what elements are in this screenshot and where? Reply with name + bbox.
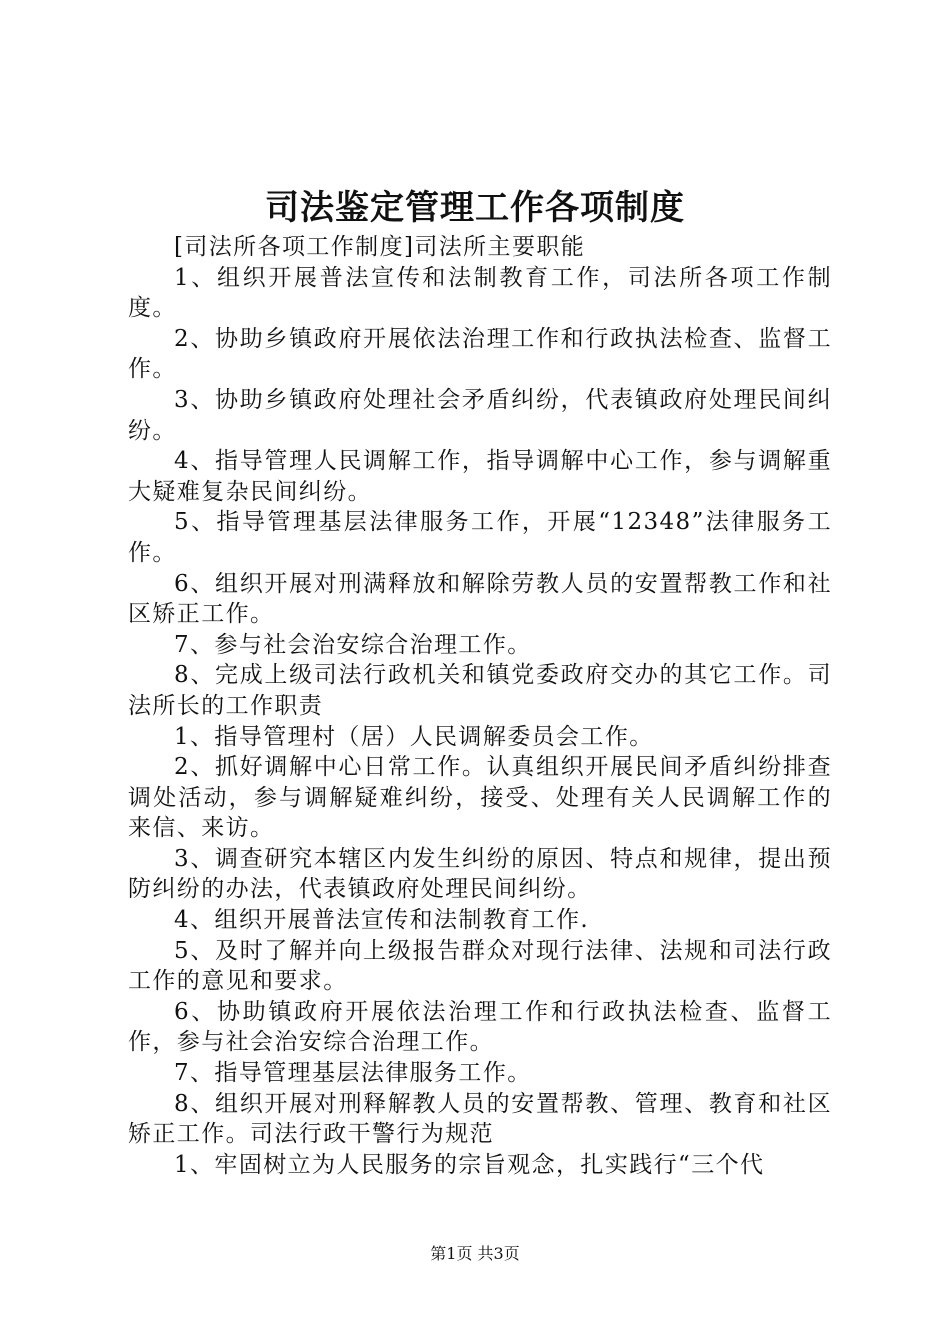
paragraph: 4、组织开展普法宣传和法制教育工作.	[174, 907, 590, 934]
paragraph: 5、指导管理基层法律服务工作，开展“12348”法律服务工作。	[128, 509, 832, 566]
paragraph: 8、完成上级司法行政机关和镇党委政府交办的其它工作。司法所长的工作职责	[128, 662, 832, 719]
paragraph: 2、协助乡镇政府开展依法治理工作和行政执法检查、监督工作。	[128, 325, 832, 383]
document-body	[128, 232, 832, 1180]
paragraph: 2、抓好调解中心日常工作。认真组织开展民间矛盾纠纷排查调处活动，参与调解疑难纠纷，接受、处理有关人民调解工作的来信、来访。	[128, 754, 832, 842]
paragraph: 7、指导管理基层法律服务工作。	[174, 1060, 532, 1087]
paragraph: 6、协助镇政府开展依法治理工作和行政执法检查、监督工作，参与社会治安综合治理工作。	[128, 998, 832, 1056]
paragraph: 1、牢固树立为人民服务的宗旨观念，扎实践行“三个代	[174, 1151, 765, 1178]
paragraph: 3、调查研究本辖区内发生纠纷的原因、特点和规律，提出预防纠纷的办法，代表镇政府处理民间纠纷。	[128, 845, 832, 903]
paragraph-heading: [司法所各项工作制度]司法所主要职能	[174, 234, 586, 260]
paragraph: 4、指导管理人民调解工作，指导调解中心工作，参与调解重大疑难复杂民间纠纷。	[128, 448, 832, 505]
paragraph: 7、参与社会治安综合治理工作。	[174, 631, 532, 658]
document-title: 司法鉴定管理工作各项制度	[265, 188, 685, 228]
paragraph: 3、协助乡镇政府处理社会矛盾纠纷，代表镇政府处理民间纠纷。	[128, 386, 832, 444]
paragraph: 1、指导管理村（居）人民调解委员会工作。	[174, 723, 654, 750]
page-footer: 第1页 共3页	[430, 1244, 520, 1263]
paragraph: 1、组织开展普法宣传和法制教育工作，司法所各项工作制度。	[128, 264, 832, 322]
paragraph: 8、组织开展对刑释解教人员的安置帮教、管理、教育和社区矫正工作。司法行政干警行为规范	[128, 1090, 832, 1148]
paragraph: 5、及时了解并向上级报告群众对现行法律、法规和司法行政工作的意见和要求。	[128, 937, 832, 995]
paragraph: 6、组织开展对刑满释放和解除劳教人员的安置帮教工作和社区矫正工作。	[128, 570, 832, 628]
